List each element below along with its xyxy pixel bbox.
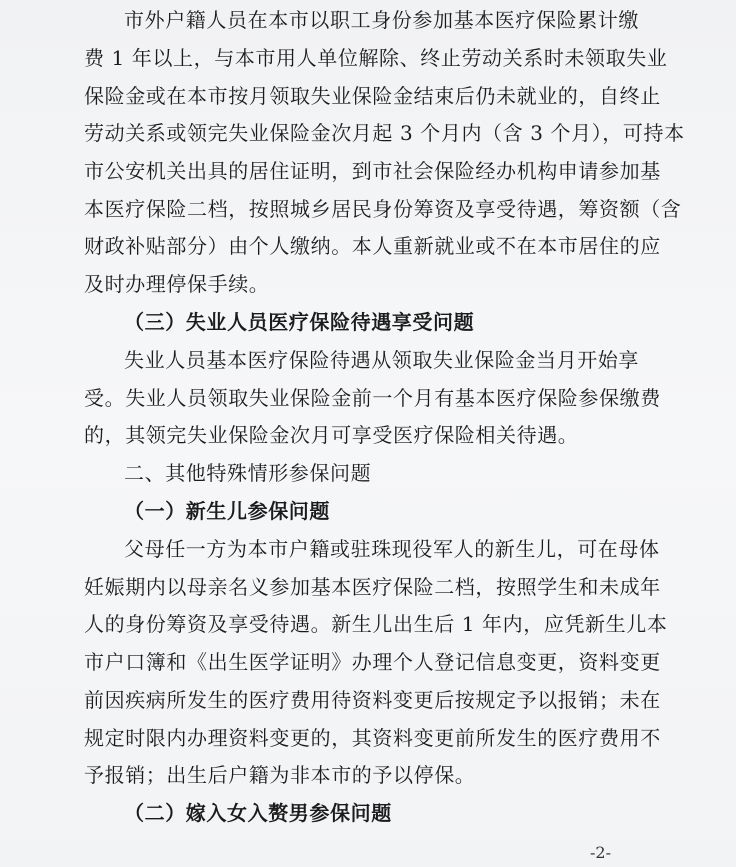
paragraph-line: 及时办理停保手续。 <box>84 272 270 296</box>
paragraph-line: 人的身份筹资及享受待遇。新生儿出生后 1 年内，应凭新生儿本 <box>84 612 668 636</box>
paragraph-line: 费 1 年以上，与本市用人单位解除、终止劳动关系时未领取失业 <box>84 46 668 70</box>
paragraph-line: 本医疗保险二档，按照城乡居民身份筹资及享受待遇，筹资额（含 <box>84 197 682 221</box>
paragraph-line: 失业人员基本医疗保险待遇从领取失业保险金当月开始享 <box>124 348 639 372</box>
section-heading: （三）失业人员医疗保险待遇享受问题 <box>124 310 475 334</box>
section-heading: （二）嫁入女入赘男参保问题 <box>124 801 392 825</box>
paragraph-line: 前因疾病所发生的医疗费用待资料变更后按规定予以报销；未在 <box>84 688 661 712</box>
paragraph-line: 受。失业人员领取失业保险金前一个月有基本医疗保险参保缴费 <box>84 386 661 410</box>
paragraph-line: 市户口簿和《出生医学证明》办理个人登记信息变更，资料变更 <box>84 650 661 674</box>
paragraph-line: 父母任一方为本市户籍或驻珠现役军人的新生儿，可在母体 <box>124 537 660 561</box>
paragraph-line: 规定时限内办理资料变更的，其资料变更前所发生的医疗费用不 <box>84 726 661 750</box>
paragraph-line: 妊娠期内以母亲名义参加基本医疗保险二档，按照学生和未成年 <box>84 575 661 599</box>
paragraph-line: 财政补贴部分）由个人缴纳。本人重新就业或不在本市居住的应 <box>84 234 661 258</box>
section-heading: （一）新生儿参保问题 <box>124 499 330 523</box>
paragraph-line: 市公安机关出具的居住证明，到市社会保险经办机构申请参加基 <box>84 159 661 183</box>
paragraph-line: 劳动关系或领完失业保险金次月起 3 个月内（含 3 个月），可持本 <box>84 121 685 145</box>
chapter-heading: 二、其他特殊情形参保问题 <box>124 461 372 485</box>
paragraph-line: 的，其领完失业保险金次月可享受医疗保险相关待遇。 <box>84 423 579 447</box>
paragraph-line: 保险金或在本市按月领取失业保险金结束后仍未就业的，自终止 <box>84 84 661 108</box>
page-number: -2- <box>590 843 611 862</box>
paragraph-line: 市外户籍人员在本市以职工身份参加基本医疗保险累计缴 <box>124 8 639 32</box>
paragraph-line: 予报销；出生后户籍为非本市的予以停保。 <box>84 763 476 787</box>
